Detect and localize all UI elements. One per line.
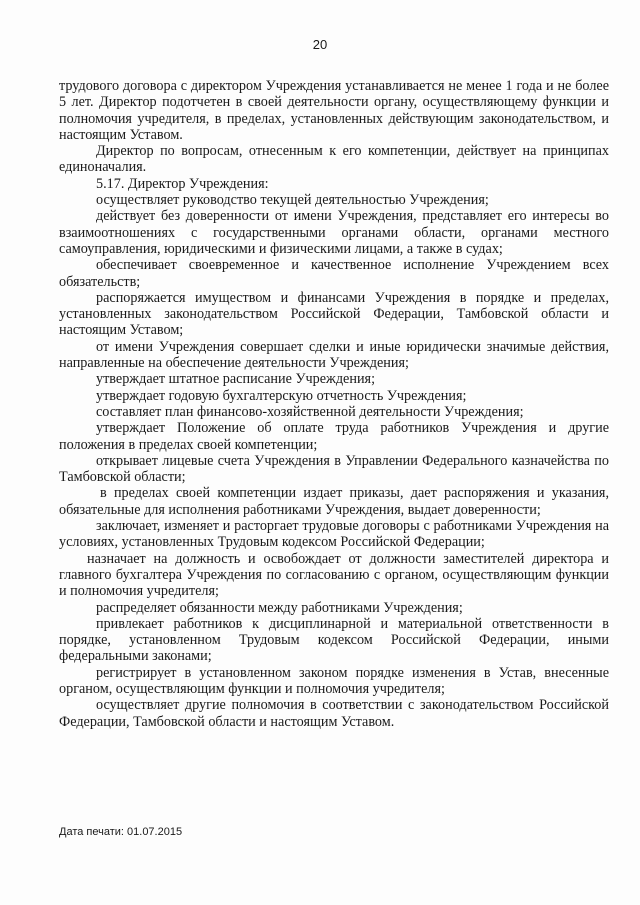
paragraph: регистрирует в установленном законом порядке изменения в Устав, внесенные органом, осуществляющим функции и полномочия учредителя; [59, 664, 609, 697]
paragraph: распределяет обязанности между работниками Учреждения; [96, 599, 463, 616]
paragraph: трудового договора с директором Учреждения устанавливается не менее 1 года и не более 5 лет. Директор подотчетен в своей деятельности органу, осуществляющему функции и полномочия учредителя, в пределах, установленных действующим законодательством, и настоящим Уставом. [59, 78, 609, 143]
paragraph: обеспечивает своевременное и качественное исполнение Учреждением всех обязательств; [59, 257, 609, 290]
paragraph: распоряжается имуществом и финансами Учреждения в порядке и пределах, установленных законодательством Российской Федерации, Тамбовской области и настоящим Уставом; [59, 289, 609, 339]
paragraph: открывает лицевые счета Учреждения в Управлении Федерального казначейства по Тамбовской области; [59, 452, 609, 486]
paragraph: осуществляет руководство текущей деятельностью Учреждения; [96, 192, 489, 209]
section-heading: 5.17. Директор Учреждения: [96, 175, 269, 192]
page-number: 20 [312, 37, 328, 52]
paragraph: привлекает работников к дисциплинарной и материальной ответственности в порядке, установленном Трудовым кодексом Российской Федерации, иными федеральными законами; [59, 615, 609, 665]
paragraph: составляет план финансово-хозяйственной деятельности Учреждения; [96, 403, 524, 420]
paragraph: в пределах своей компетенции издает приказы, дает распоряжения и указания, обязательные для исполнения работниками Учреждения, выдает доверенности; [59, 485, 609, 518]
paragraph: действует без доверенности от имени Учреждения, представляет его интересы во взаимоотношениях с государственными органами области, органами местного самоуправления, юридическими и физическими лицами, а также в судах; [59, 208, 609, 257]
paragraph: утверждает штатное расписание Учреждения; [96, 371, 376, 388]
paragraph: осуществляет другие полномочия в соответствии с законодательством Российской Федерации, Тамбовской области и настоящим Уставом. [59, 697, 609, 730]
paragraph: утверждает годовую бухгалтерскую отчетность Учреждения; [96, 387, 467, 404]
paragraph: от имени Учреждения совершает сделки и иные юридически значимые действия, направленные на обеспечение деятельности Учреждения; [59, 338, 609, 372]
document-body [59, 78, 609, 730]
paragraph: заключает, изменяет и расторгает трудовые договоры с работниками Учреждения на условиях, установленных Трудовым кодексом Российской Федерации; [59, 518, 609, 551]
print-date: Дата печати: 01.07.2015 [59, 826, 183, 838]
paragraph: утверждает Положение об оплате труда работников Учреждения и другие положения в пределах своей компетенции; [59, 420, 609, 453]
paragraph: назначает на должность и освобождает от должности заместителей директора и главного бухгалтера Учреждения по согласованию с органом, осуществляющим функции и полномочия учредителя; [59, 550, 609, 600]
paragraph: Директор по вопросам, отнесенным к его компетенции, действует на принципах единоначалия. [59, 143, 609, 176]
